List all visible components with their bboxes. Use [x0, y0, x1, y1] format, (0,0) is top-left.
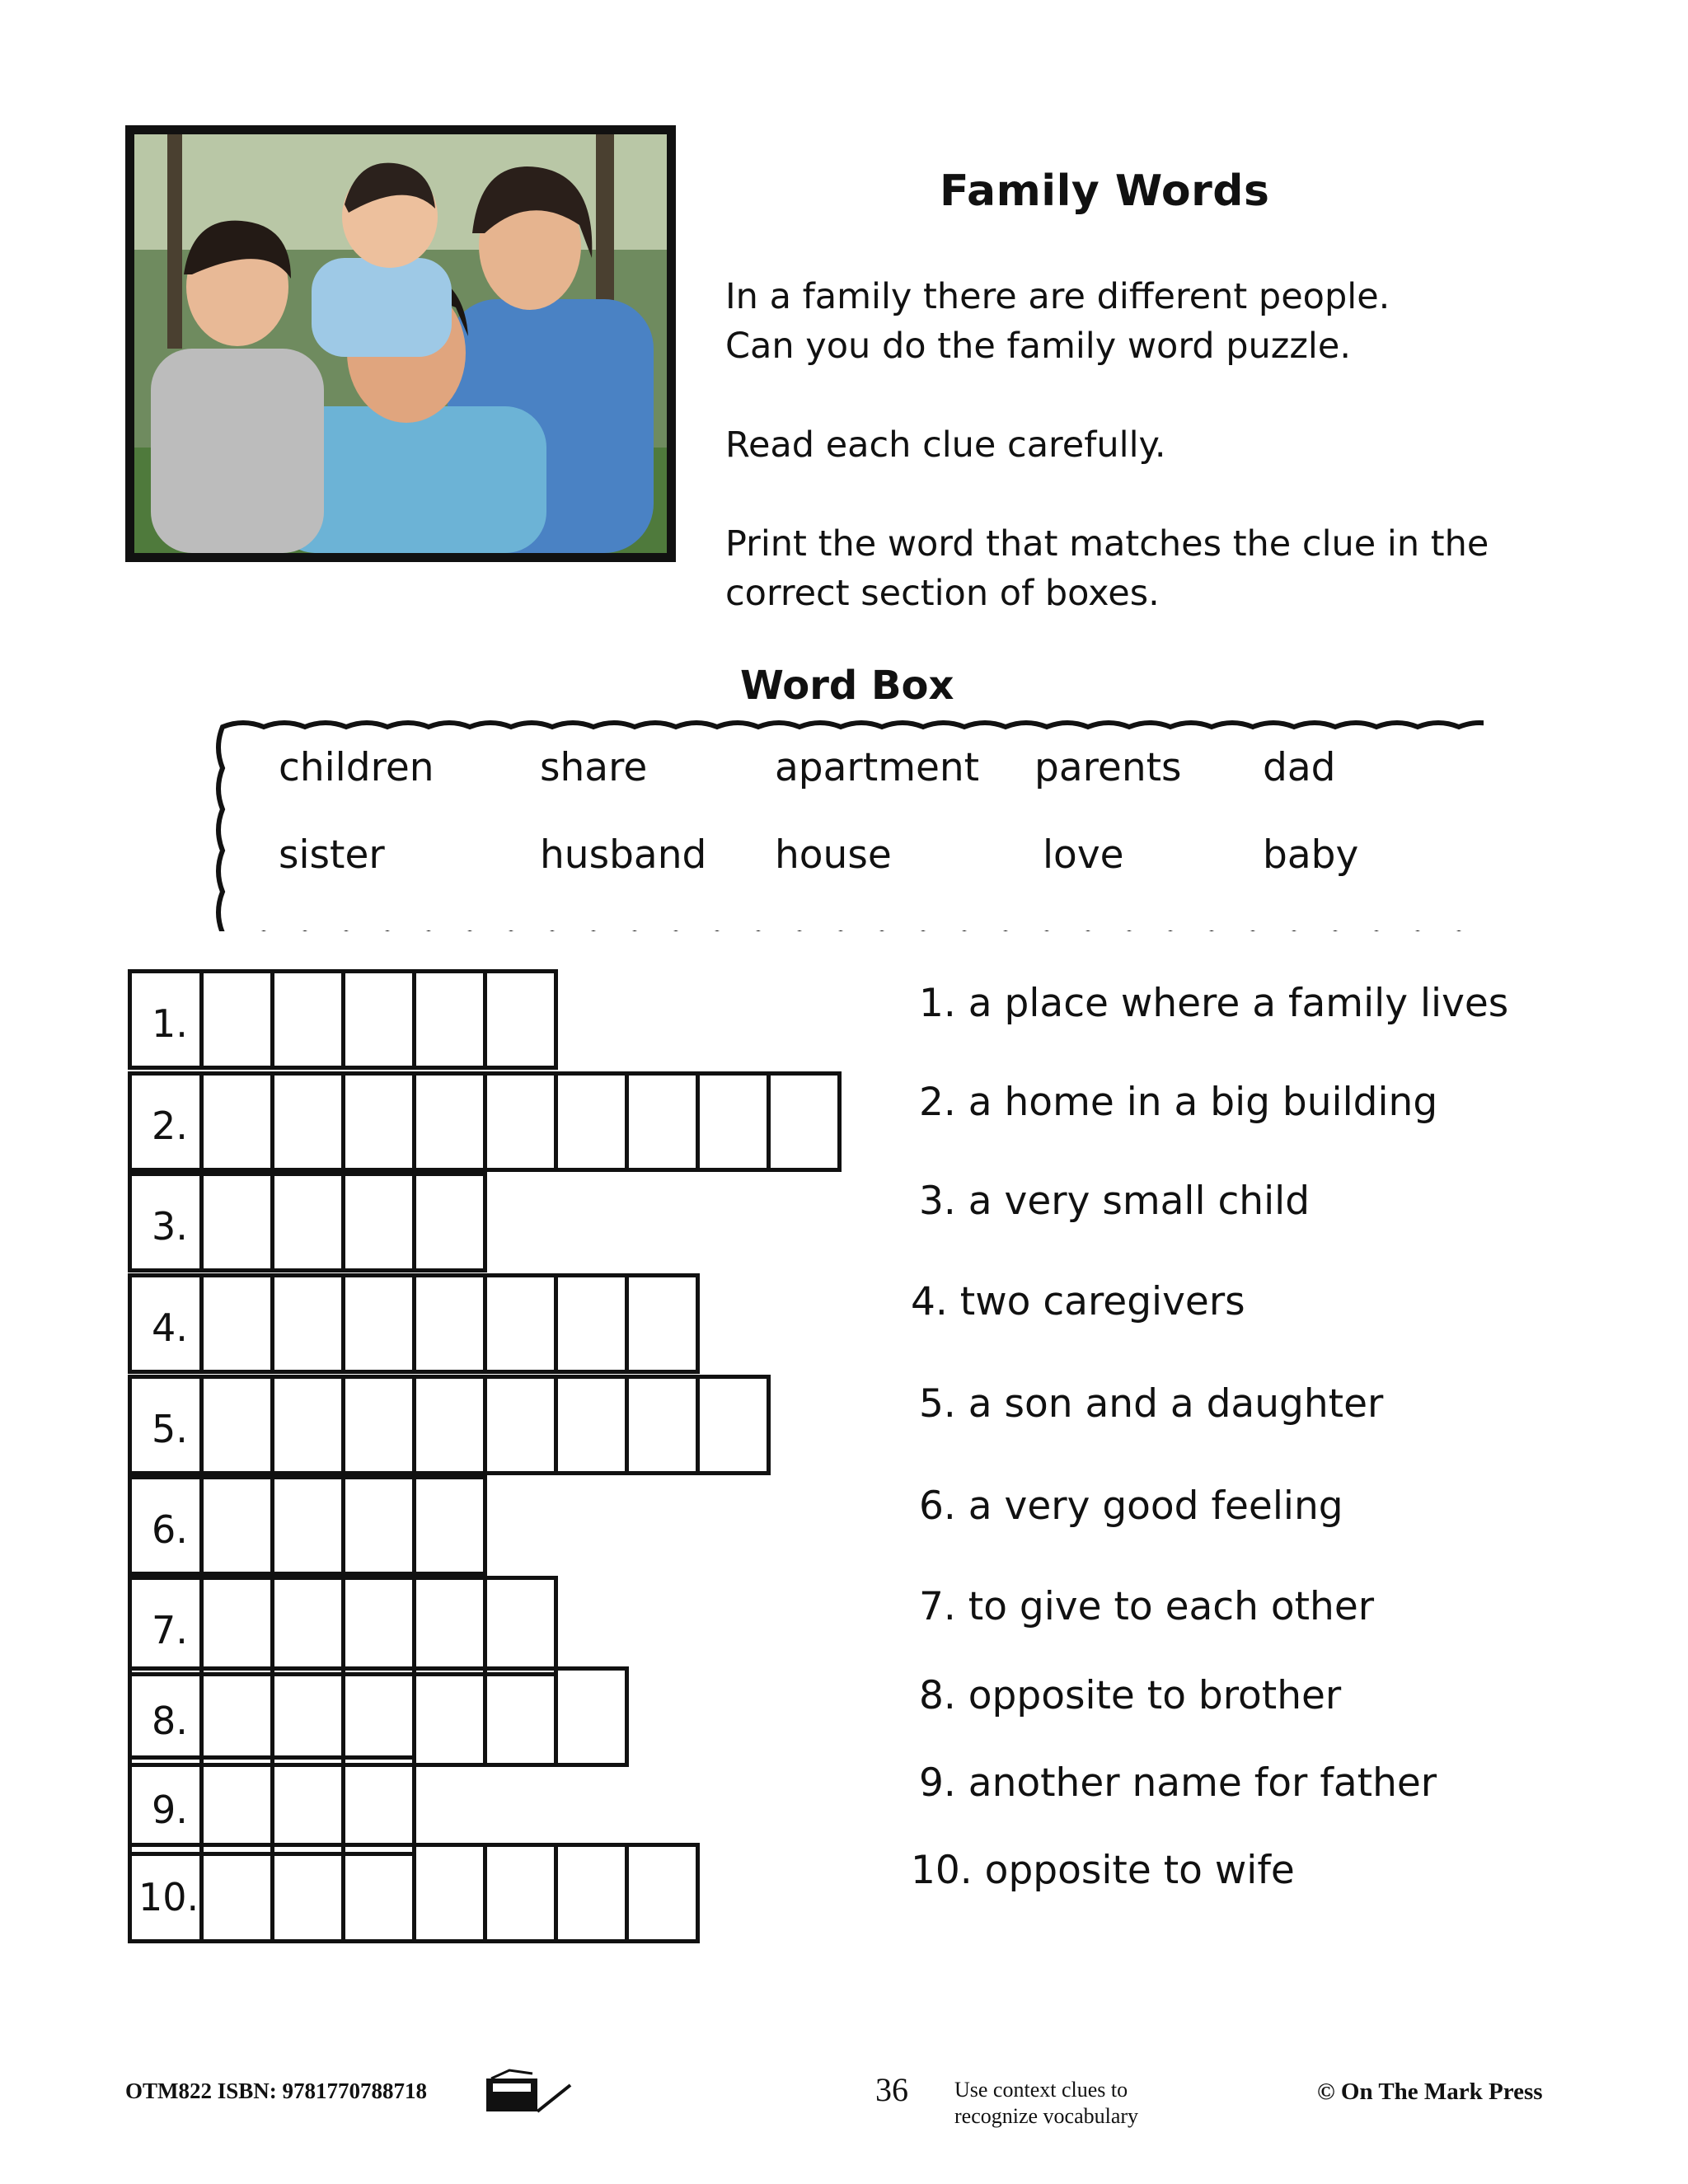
puzzle-number-cell [128, 1843, 204, 1943]
footer-description-line: recognize vocabulary [954, 2104, 1139, 2128]
clue-item: 6. a very good feeling [919, 1483, 1343, 1529]
puzzle-row-number: 1. [152, 1001, 188, 1046]
wavy-border [206, 710, 1484, 931]
clue-item: 5. a son and a daughter [919, 1381, 1384, 1427]
puzzle-number-cell [128, 1172, 204, 1272]
letter-box[interactable] [199, 1666, 274, 1767]
letter-box[interactable] [199, 1475, 274, 1576]
instruction-line: Can you do the family word puzzle. [725, 326, 1351, 367]
letter-box[interactable] [199, 1755, 274, 1856]
letter-box[interactable] [199, 1843, 274, 1943]
letter-box[interactable] [696, 1375, 771, 1475]
letter-box[interactable] [412, 1666, 487, 1767]
puzzle-row-number: 3. [152, 1204, 188, 1249]
footer-description-line: Use context clues to [954, 2078, 1128, 2102]
letter-box[interactable] [270, 1666, 345, 1767]
puzzle-number-cell [128, 1576, 204, 1676]
clue-item: 7. to give to each other [919, 1584, 1375, 1629]
clue-item: 2. a home in a big building [919, 1080, 1438, 1125]
puzzle-number-cell [128, 1475, 204, 1576]
letter-box[interactable] [341, 969, 416, 1070]
clue-item: 1. a place where a family lives [919, 981, 1509, 1026]
letter-box[interactable] [199, 1273, 274, 1374]
letter-box[interactable] [270, 1755, 345, 1856]
letter-box[interactable] [199, 1172, 274, 1272]
page-title: Family Words [940, 166, 1270, 216]
footer-description [954, 2077, 1202, 2130]
letter-box[interactable] [625, 1071, 700, 1172]
letter-box[interactable] [412, 1475, 487, 1576]
puzzle-row-number: 4. [152, 1305, 188, 1350]
puzzle-number-cell [128, 1755, 204, 1856]
letter-box[interactable] [199, 1071, 274, 1172]
letter-box[interactable] [554, 1843, 629, 1943]
letter-box[interactable] [554, 1273, 629, 1374]
letter-box[interactable] [270, 1576, 345, 1676]
puzzle-number-cell [128, 1071, 204, 1172]
clue-item: 8. opposite to brother [919, 1673, 1342, 1718]
letter-box[interactable] [554, 1071, 629, 1172]
word-box-word: baby [1263, 832, 1359, 878]
letter-box[interactable] [767, 1071, 842, 1172]
letter-box[interactable] [412, 1375, 487, 1475]
letter-box[interactable] [412, 1843, 487, 1943]
puzzle-number-cell [128, 1666, 204, 1767]
letter-box[interactable] [270, 1172, 345, 1272]
word-box-word: share [540, 745, 648, 790]
letter-box[interactable] [483, 1273, 558, 1374]
letter-box[interactable] [270, 969, 345, 1070]
letter-box[interactable] [483, 1843, 558, 1943]
word-box-word: dad [1263, 745, 1336, 790]
instruction-line: Read each clue carefully. [725, 424, 1166, 466]
footer-code: OTM822 ISBN: 9781770788718 [125, 2079, 428, 2103]
letter-box[interactable] [412, 1576, 487, 1676]
instructions [725, 272, 1648, 618]
letter-box[interactable] [341, 1375, 416, 1475]
puzzle-number-cell [128, 969, 204, 1070]
puzzle-row-number: 7. [152, 1608, 188, 1652]
clue-item: 4. two caregivers [911, 1279, 1245, 1324]
letter-box[interactable] [341, 1666, 416, 1767]
letter-box[interactable] [341, 1576, 416, 1676]
puzzle-row-number: 6. [152, 1507, 188, 1552]
letter-box[interactable] [270, 1843, 345, 1943]
letter-box[interactable] [270, 1375, 345, 1475]
letter-box[interactable] [341, 1475, 416, 1576]
letter-box[interactable] [696, 1071, 771, 1172]
puzzle-row-number: 8. [152, 1699, 188, 1743]
family-photo [125, 125, 676, 562]
word-box [206, 710, 1484, 931]
clue-item: 9. another name for father [919, 1760, 1437, 1806]
letter-box[interactable] [412, 1273, 487, 1374]
letter-box[interactable] [483, 1375, 558, 1475]
puzzle-number-cell [128, 1375, 204, 1475]
letter-box[interactable] [554, 1375, 629, 1475]
word-box-word: parents [1034, 745, 1182, 790]
letter-box[interactable] [625, 1273, 700, 1374]
letter-box[interactable] [554, 1666, 629, 1767]
letter-box[interactable] [341, 1273, 416, 1374]
instruction-line: Print the word that matches the clue in the [725, 523, 1489, 565]
letter-box[interactable] [625, 1843, 700, 1943]
instruction-line: In a family there are different people. [725, 276, 1390, 317]
puzzle-row-number: 5. [152, 1407, 188, 1451]
letter-box[interactable] [412, 1071, 487, 1172]
letter-box[interactable] [412, 969, 487, 1070]
letter-box[interactable] [199, 1576, 274, 1676]
letter-box[interactable] [483, 1666, 558, 1767]
word-box-word: children [279, 745, 434, 790]
word-box-title: Word Box [740, 663, 954, 709]
instruction-line: correct section of boxes. [725, 573, 1160, 614]
letter-box[interactable] [341, 1071, 416, 1172]
letter-box[interactable] [270, 1273, 345, 1374]
letter-box[interactable] [270, 1071, 345, 1172]
letter-box[interactable] [412, 1172, 487, 1272]
letter-box[interactable] [341, 1843, 416, 1943]
word-box-word: husband [540, 832, 707, 878]
word-box-word: sister [279, 832, 385, 878]
publisher-logo-icon [485, 2067, 575, 2116]
puzzle-row-number: 2. [152, 1104, 188, 1148]
letter-box[interactable] [483, 969, 558, 1070]
letter-box[interactable] [341, 1172, 416, 1272]
clue-item: 10. opposite to wife [911, 1848, 1295, 1893]
letter-box[interactable] [199, 969, 274, 1070]
word-box-word: apartment [775, 745, 980, 790]
word-box-word: house [775, 832, 892, 878]
letter-box[interactable] [199, 1375, 274, 1475]
letter-box[interactable] [270, 1475, 345, 1576]
letter-box[interactable] [341, 1755, 416, 1856]
footer-publisher: © On The Mark Press [1317, 2079, 1543, 2105]
letter-box[interactable] [625, 1375, 700, 1475]
page-number: 36 [875, 2071, 908, 2108]
puzzle-row-number: 9. [152, 1788, 188, 1832]
clue-item: 3. a very small child [919, 1179, 1311, 1224]
letter-box[interactable] [483, 1576, 558, 1676]
puzzle-number-cell [128, 1273, 204, 1374]
word-box-word: love [1043, 832, 1124, 878]
puzzle-row-number: 10. [138, 1875, 199, 1919]
family-photo-illustration [134, 134, 667, 553]
letter-box[interactable] [483, 1071, 558, 1172]
